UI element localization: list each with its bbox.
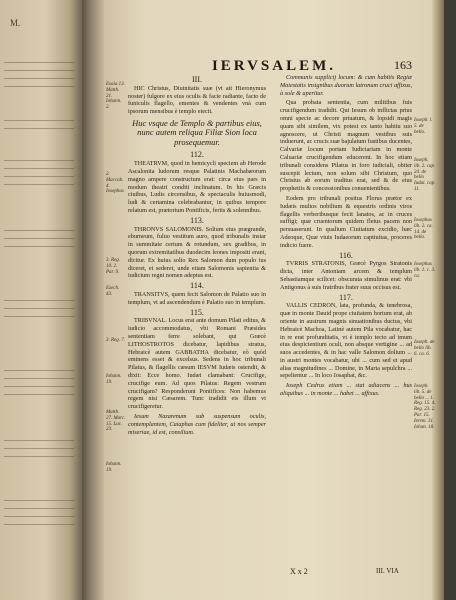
section-number: 114. (190, 281, 204, 291)
text-line (4, 168, 74, 169)
text-line (4, 370, 74, 371)
text-line (4, 120, 74, 121)
section-number: III. (192, 75, 202, 84)
margin-note: Ioseph. lib. 5. de bello ... 1. Reg. 15. 4. Reg. 23. 2. Par. 15. Ierem. 31. Iohan. 18. (414, 384, 436, 430)
catchword: III. VIA (376, 567, 399, 575)
text-line (4, 456, 74, 457)
margin-note: 3. Reg. 10. 2. Par. 9. (106, 258, 121, 275)
paragraph: VALLIS CEDRON, lata, profunda, & tenebrosa, quæ in monte Dauid prope ciuitatem hortum erat, ab oriente in austrum magnis sinuationibus ductus, vbi Hebraicè Machoa, Latinè autem Pila vocabatur, hac in re erat profunditatis, vt è templo tecto ad imum eius despicientium oculi, non absque vertigine ... ad suos accedentes, & in hac valle Salomon dolium ... in austri montes vocabatur, ubi ... cum sed et apud alias magnitudines ... Domine, in Maria sepulchra ... sepelientur ... In loco Iosaphat, &c. (280, 302, 412, 380)
text-line (4, 524, 74, 525)
text-line (4, 160, 74, 161)
text-line (4, 440, 74, 441)
paragraph: Qua probata sententia, cum militibus fuis crucifigendum tradidit. Qui Iesum ob inflictas prius omni specie ac decore priuatum, & lopsidi magis quam sibi similem, vix potest ex tanto habitu suo agnoscere, ut Christi magnum vestibus suis induerunt, ac crucis suæ bajulatum fustibus ducentes, Calvariæ locum portam Iudiciariam in monte Caluariæ crucifigendum educerent. In hoc etiam tribunali considens Pilatus in foro iudiciali, obiter suscepit lectum, non solum sibi Christum, quo Christus ab eorum traditus erat, sed & de eius prophetiis & concessionibus conuenientibus. (280, 99, 412, 193)
text-column-right (280, 74, 412, 400)
paragraph: THRONVS SALOMONIS. Solium eius prægrande, eburneum, fuluo vestitum auro, quod tribunalis instar in summitate certum & rotundum, sex gradibus, in quorum extremitatibus duodecim leones impositi erant, dicitur. Ex huius solio Rex Salomon dum populo ius diceret, et sederet, unde etiam Salomonis sapientia & iudicium regni nomen adeptus est. (128, 225, 266, 280)
right-page (104, 0, 444, 600)
text-line (4, 184, 74, 185)
text-line (4, 230, 74, 231)
paragraph: Iesum Nazarenum sub suspensum oculis, contemplantem, Caiaphas cum fideliter, ut nos semper miseriae, id est, consilium. (128, 412, 266, 436)
paragraph: THEATRVM, quod in hemicycli speciem ab Herode Ascalonita ludorum resque Palatinis Machabæorum magno ampere constructum erat: circa eius pars in modum theatri conditi inclinatum. In his Græcis ciuibus, Ludis circensibus, & spectaculis huiusmodi, ludi & certamina celebrabantur, in quibus tempore relatum est, prætorium Pontificis, feriis & solennibus. (128, 160, 266, 215)
text-line (4, 316, 74, 317)
section-number: 112. (190, 150, 204, 160)
section-number: 116. (339, 250, 353, 260)
text-line (4, 516, 74, 517)
section-number: 113. (190, 215, 204, 225)
text-line (4, 386, 74, 387)
text-line (4, 246, 74, 247)
margin-note: Ioseph. l. 5. de bello. (414, 118, 433, 135)
left-page (0, 0, 82, 600)
book-gutter (82, 0, 104, 600)
margin-note: Ezech. 43. (106, 286, 120, 297)
margin-note: Ioseph. de bello lib. 6. ca. 6. (414, 340, 435, 357)
text-line (4, 70, 74, 71)
margin-note: Iosephus lib. 2. ca. 14. de bello. (414, 218, 433, 241)
margin-note: Iohann. 19. (106, 462, 122, 473)
text-column-left (128, 74, 266, 438)
margin-note: Iosephus lib. 1. c. 3. ca. (414, 262, 436, 279)
page-edge (432, 0, 444, 600)
text-line (4, 448, 74, 449)
text-line (4, 128, 74, 129)
text-line (4, 78, 74, 79)
text-line (4, 308, 74, 309)
text-line (4, 394, 74, 395)
paragraph: TVRRIS STRATONIS, Græcè Pyrgos Stratonis dicta, inter Antoniam arcem & templum Sebastiamque scilicet: obscurata simulinus erat: vbi Antigonus à suis fratribus frater suus occisus est. (280, 260, 412, 291)
section-number: 115. (190, 307, 204, 317)
text-line (4, 86, 74, 87)
section-heading: Huc vsque de Templo & partibus eius, nunc autem reliqua Filiæ Sion loca prosequemur. (132, 117, 262, 147)
margin-note: Esaia 13. Matth. 21. Iohann. 2. (106, 82, 125, 111)
text-line (4, 500, 74, 501)
text-line (4, 238, 74, 239)
page-number: 163 (394, 58, 412, 72)
paragraph: Communis supplicij locum: & cum habitis Regiæ Maiestatis insignibus duorum latronum cruci affixus, à sole & aperitur. (280, 74, 412, 97)
margin-note: Matth. 27. Marc. 15. Luc. 23. (106, 410, 126, 433)
text-line (4, 378, 74, 379)
margin-note: Iohann. 19. (106, 374, 122, 385)
text-line (4, 300, 74, 301)
section-number: 117. (339, 292, 353, 302)
paragraph: Ioseph Cedrus etiam ... stat adiacens ... bus aliquibus ... in monte ... habet ... affixus. (280, 382, 412, 398)
margin-note: Ioseph. lib. 2. cap. 24. de bello Iudai. cap. 11. (414, 158, 436, 192)
paragraph: TRANSITVS, quem fecit Salomon de Palatio suo in templum, vt ad ascendendum è Palatio suo in templum. (128, 291, 266, 306)
text-line (4, 62, 74, 63)
margin-note: 2. Maccab. 4. Iosephus (106, 172, 124, 195)
paragraph: HIC Christus, Diuinitatis suæ (vt ait Hieronymus noster) fulgore ex eius oculis & facie radiante, facto de funiculis flagello, ementes & vendentes vnà cum ipsorum mensibus è templo eiecit. (128, 84, 266, 116)
text-line (4, 508, 74, 509)
paragraph: TRIBVNAL. Locus erat ante domum Pilati editus, & iudicio accommodatus, vbi Romani Præsides sententiam ferre solebant, qui Græcè LITHOSTROTOS dicebatur, lapidibus stratus, Hebraicè autem GABBATHA dicebatur, eò quòd eminens esset & excelsus. Sedens in hoc tribunali Pilatus, & flagellis cæsum IESVM Iudæis ostendit, & dixit: Ecce homo. Iudæi clamabant: Crucifige, crucifige eum. Ad quos Pilatus: Regem vestrum crucifigam? Responderunt Pontifices: Non habemus regem nisi Cæsarem. Tunc tradidit eis illum vt crucifigeretur. (128, 317, 266, 411)
left-page-heading: M. (10, 18, 21, 28)
signature-mark: X x 2 (290, 567, 308, 576)
paragraph: Eodem pro tribunali positus Florus prætor ex Iudæis multos nobilium & equestris ordinis viros flagellis verberibusque fecit lanatos, ac in cruces suffigi; quæ cruentorum quidem fletus pacem non persuaserunt. In qualium Ciuitatum excidio, hæc Adeoque, Quæ viuis Iudaeorum captiuitas, proceres indicio fuere. (280, 194, 412, 249)
running-head: IERVSALEM. (211, 58, 337, 74)
margin-note: 3. Reg. 7. (106, 338, 126, 343)
text-line (4, 176, 74, 177)
